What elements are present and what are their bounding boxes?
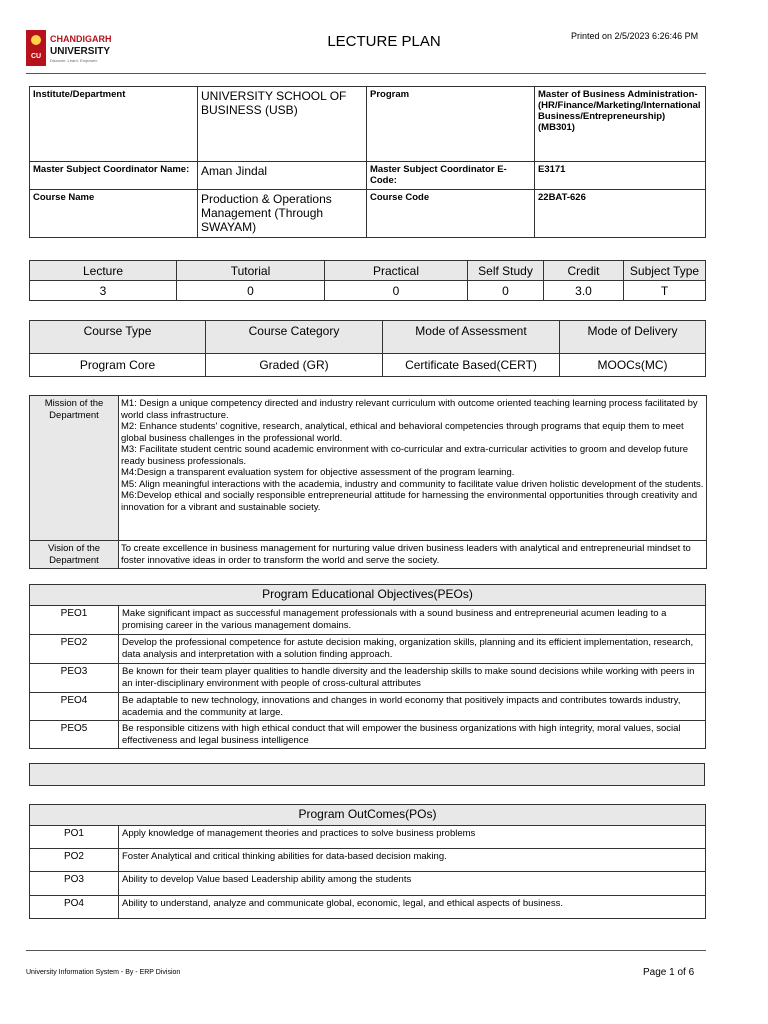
ecode-value: E3171 bbox=[535, 162, 706, 190]
po-code: PO4 bbox=[30, 896, 119, 919]
delivery-mode-header: Mode of Delivery bbox=[560, 321, 706, 354]
table-row bbox=[30, 872, 706, 896]
credits-value-subject-type: T bbox=[624, 281, 706, 301]
course-meta-table bbox=[29, 320, 706, 377]
course-meta-header-row bbox=[30, 321, 706, 354]
credits-value-practical: 0 bbox=[325, 281, 468, 301]
logo-line-2: UNIVERSITY bbox=[50, 46, 111, 57]
program-value: Master of Business Administration-(HR/Finance/Marketing/International Business/Entrepreneurship)(MB301) bbox=[535, 87, 706, 162]
printed-timestamp: Printed on 2/5/2023 6:26:46 PM bbox=[571, 31, 699, 41]
mission-item: M1: Design a unique competency directed and industry relevant curriculum with outcome oriented teaching learning process facilitated by world class infrastructure. bbox=[121, 398, 698, 421]
peo-code: PEO1 bbox=[30, 606, 119, 635]
peo-code: PEO4 bbox=[30, 693, 119, 721]
po-code: PO2 bbox=[30, 849, 119, 872]
course-type-header: Course Type bbox=[30, 321, 206, 354]
credits-value-lecture: 3 bbox=[30, 281, 177, 301]
peo-header-row bbox=[30, 585, 706, 606]
table-row bbox=[30, 849, 706, 872]
mission-item: M3: Facilitate student centric sound academic environment with co-curricular and extra-curricular activities to groom and develop future ready business professionals. bbox=[121, 444, 689, 467]
logo-line-1: CHANDIGARH bbox=[50, 34, 112, 44]
mission-item: M4:Design a transparent evaluation system for objective assessment of the program learning. bbox=[121, 467, 515, 478]
table-row bbox=[30, 664, 706, 693]
mission-text bbox=[119, 396, 707, 541]
empty-section-band bbox=[29, 763, 705, 786]
course-name-label: Course Name bbox=[30, 190, 198, 238]
course-code-label: Course Code bbox=[367, 190, 535, 238]
institute-value: UNIVERSITY SCHOOL OF BUSINESS (USB) bbox=[198, 87, 367, 162]
po-title: Program OutComes(POs) bbox=[30, 805, 706, 826]
credits-header-subject-type: Subject Type bbox=[624, 261, 706, 281]
peo-table bbox=[29, 584, 706, 749]
credits-header-self-study: Self Study bbox=[468, 261, 544, 281]
coordinator-label: Master Subject Coordinator Name: bbox=[30, 162, 198, 190]
credits-value-tutorial: 0 bbox=[177, 281, 325, 301]
peo-code: PEO5 bbox=[30, 721, 119, 749]
assessment-mode-value: Certificate Based(CERT) bbox=[383, 354, 560, 377]
credits-header-practical: Practical bbox=[325, 261, 468, 281]
mission-item: M6:Develop ethical and socially responsible entrepreneurial attitude for harnessing the environmental opportunities through creativity and innovation for a vibrant and sustainable society. bbox=[121, 490, 698, 513]
credits-header-credit: Credit bbox=[544, 261, 624, 281]
mission-label: Mission of the Department bbox=[30, 396, 119, 541]
institute-label: Institute/Department bbox=[30, 87, 198, 162]
po-table bbox=[29, 804, 706, 919]
course-meta-value-row bbox=[30, 354, 706, 377]
peo-text: Be adaptable to new technology, innovations and changes in world economy that positively impacts and contributes towards industry, academia and the community at large. bbox=[119, 693, 706, 721]
peo-title: Program Educational Objectives(PEOs) bbox=[30, 585, 706, 606]
po-text: Ability to understand, analyze and communicate global, economic, legal, and ethical aspects of business. bbox=[119, 896, 706, 919]
po-code: PO1 bbox=[30, 826, 119, 849]
table-row bbox=[30, 606, 706, 635]
peo-text: Be responsible citizens with high ethical conduct that will empower the business organizations with high integrity, moral values, social effectiveness and legal business intelligence bbox=[119, 721, 706, 749]
peo-text: Develop the professional competence for astute decision making, organization skills, planning and its efficient implementation, research, data analysis and interpretation with a solution finding approach. bbox=[119, 635, 706, 664]
credits-header-tutorial: Tutorial bbox=[177, 261, 325, 281]
table-row bbox=[30, 896, 706, 919]
course-info-table bbox=[29, 86, 706, 238]
course-name-value: Production & Operations Management (Through SWAYAM) bbox=[198, 190, 367, 238]
info-row-coordinator bbox=[30, 162, 706, 190]
delivery-mode-value: MOOCs(MC) bbox=[560, 354, 706, 377]
page-number: Page 1 of 6 bbox=[643, 967, 695, 978]
vision-label: Vision of the Department bbox=[30, 541, 119, 569]
credits-value-self-study: 0 bbox=[468, 281, 544, 301]
credits-header-row bbox=[30, 261, 706, 281]
info-row-institute bbox=[30, 87, 706, 162]
po-text: Foster Analytical and critical thinking abilities for data-based decision making. bbox=[119, 849, 706, 872]
top-divider bbox=[26, 73, 706, 74]
vision-text: To create excellence in business management for nurturing value driven business leaders with analytical and entrepreneurial mindset to foster innovative ideas in order to transform the world and serve the society. bbox=[119, 541, 707, 569]
course-type-value: Program Core bbox=[30, 354, 206, 377]
po-code: PO3 bbox=[30, 872, 119, 896]
mission-vision-table bbox=[29, 395, 707, 569]
peo-code: PEO2 bbox=[30, 635, 119, 664]
vision-row bbox=[30, 541, 707, 569]
page-title: LECTURE PLAN bbox=[327, 33, 441, 50]
course-code-value: 22BAT-626 bbox=[535, 190, 706, 238]
bottom-divider bbox=[26, 950, 706, 951]
credits-value-credit: 3.0 bbox=[544, 281, 624, 301]
course-category-header: Course Category bbox=[206, 321, 383, 354]
po-header-row bbox=[30, 805, 706, 826]
table-row bbox=[30, 635, 706, 664]
table-row bbox=[30, 693, 706, 721]
logo-tagline: Discover. Learn. Empower. bbox=[50, 58, 98, 63]
po-text: Apply knowledge of management theories and practices to solve business problems bbox=[119, 826, 706, 849]
coordinator-value: Aman Jindal bbox=[198, 162, 367, 190]
credits-header-lecture: Lecture bbox=[30, 261, 177, 281]
assessment-mode-header: Mode of Assessment bbox=[383, 321, 560, 354]
info-row-course bbox=[30, 190, 706, 238]
course-category-value: Graded (GR) bbox=[206, 354, 383, 377]
table-row bbox=[30, 826, 706, 849]
credits-table bbox=[29, 260, 706, 301]
peo-code: PEO3 bbox=[30, 664, 119, 693]
mission-row bbox=[30, 396, 707, 541]
peo-text: Make significant impact as successful management professionals with a sound business and entrepreneurial acumen leading to a promising career in the various management domains. bbox=[119, 606, 706, 635]
footer-system-name: University Information System - By - ERP Division bbox=[26, 969, 181, 976]
peo-text: Be known for their team player qualities to handle diversity and the leadership skills to make sound decisions while working with peers in an inter-disciplinary environment with people of cross-cultural attributes bbox=[119, 664, 706, 693]
ecode-label: Master Subject Coordinator E-Code: bbox=[367, 162, 535, 190]
logo-badge: CU bbox=[30, 53, 42, 60]
po-text: Ability to develop Value based Leadership ability among the students bbox=[119, 872, 706, 896]
table-row bbox=[30, 721, 706, 749]
mission-item: M2: Enhance students' cognitive, research, analytical, ethical and behavioral competencies through programs that equip them to meet global business challenges in the professional world. bbox=[121, 421, 684, 444]
credits-value-row bbox=[30, 281, 706, 301]
mission-item: M5: Align meaningful interactions with the academia, industry and community to facilitate value driven holistic development of the students. bbox=[121, 478, 704, 490]
program-label: Program bbox=[367, 87, 535, 162]
